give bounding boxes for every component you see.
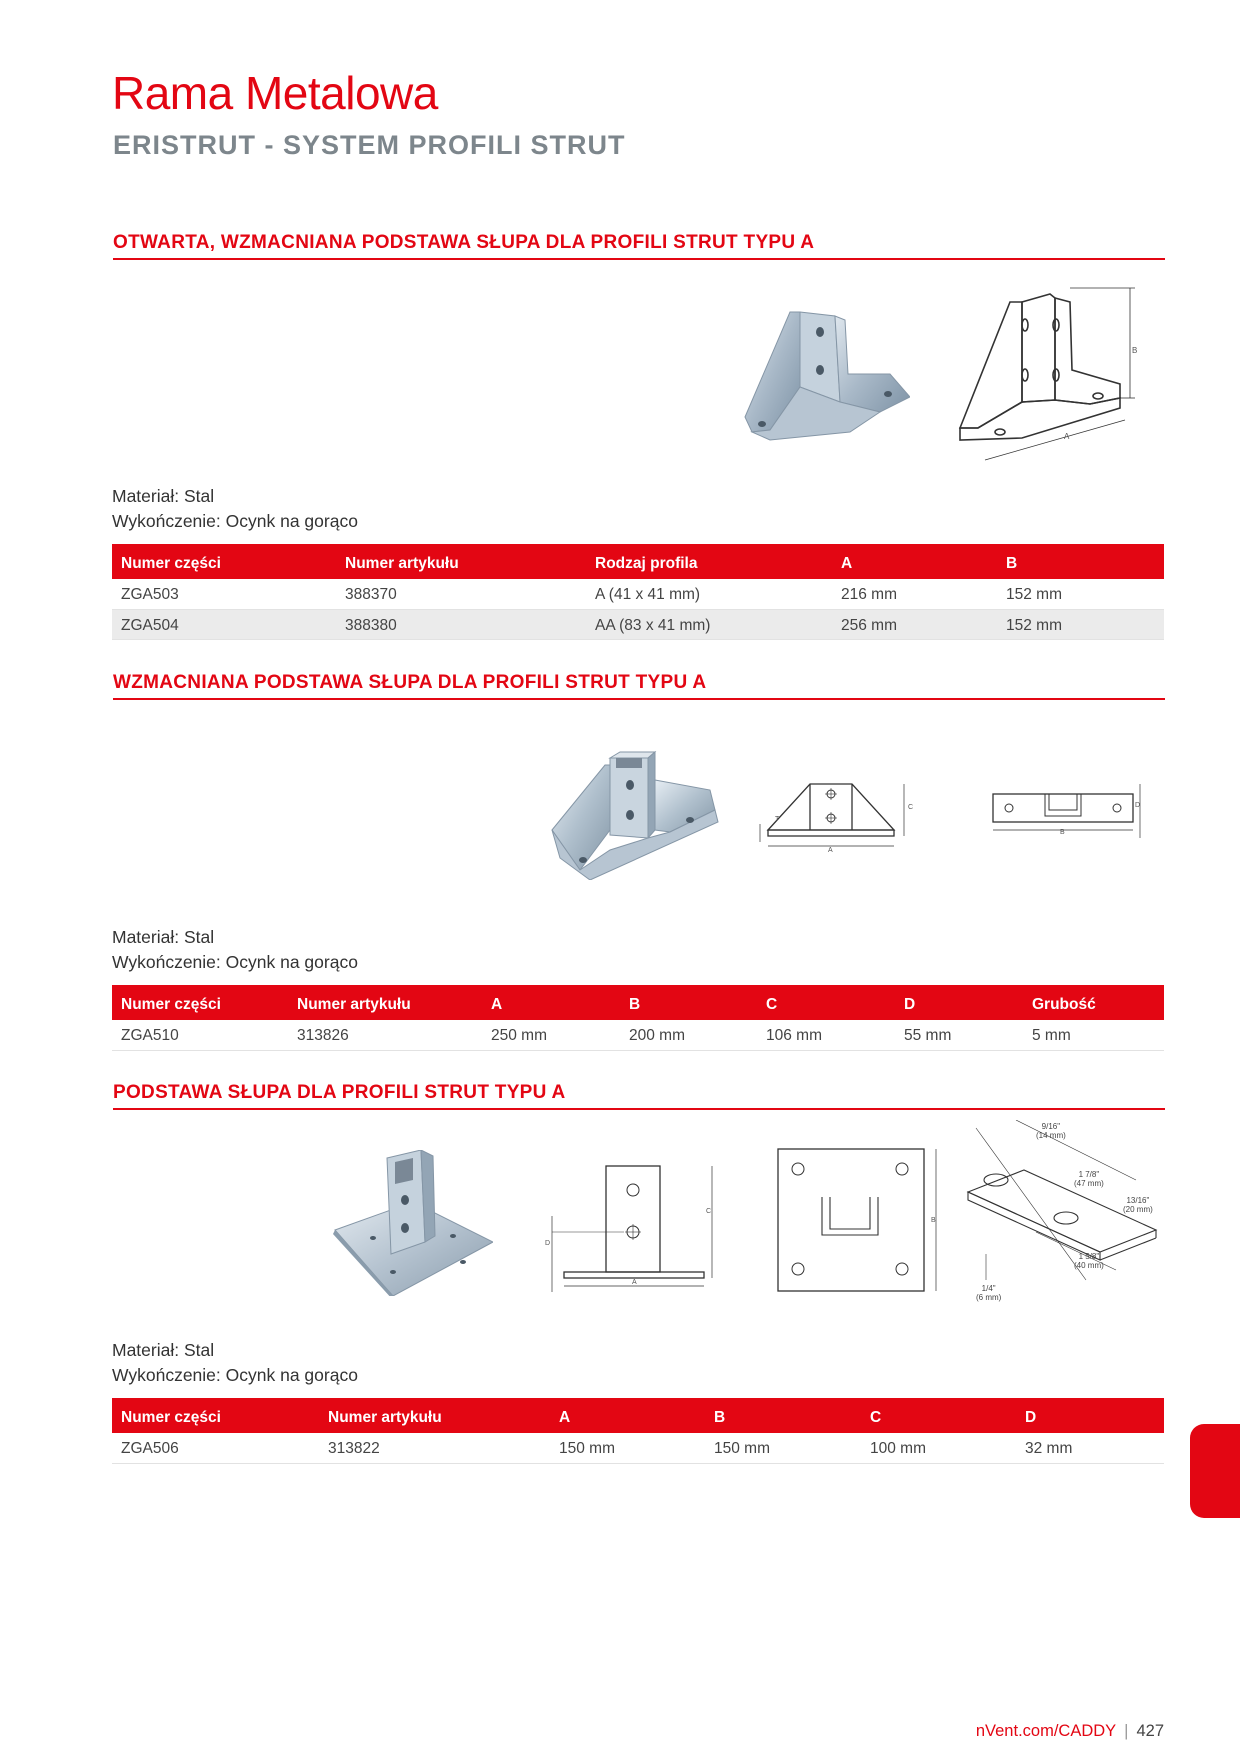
table-cell: 313826 [288,1020,482,1050]
table-cell: 216 mm [832,579,997,609]
table-cell: 100 mm [861,1433,1016,1463]
dim-imperial: 1 7/8" [1078,1170,1100,1179]
footer-site-link[interactable]: nVent.com/CADDY [975,1722,1117,1740]
column-header: Numer części [112,985,288,1020]
dim-label-5 [976,1284,1001,1302]
finish-text: Wykończenie: Ocynk na gorąco [112,1365,358,1385]
table-cell: 5 mm [1023,1020,1164,1050]
table-row [112,579,1164,609]
table-cell: 388370 [336,579,586,609]
dim-metric: (40 mm) [1074,1261,1104,1270]
section-heading-reinforced-base: WZMACNIANA PODSTAWA SŁUPA DLA PROFILI STRUT TYPU A [113,672,1165,700]
table-cell: 32 mm [1016,1433,1164,1463]
drawing-label-a: A [828,847,833,854]
column-header: B [705,1398,861,1433]
finish-text: Wykończenie: Ocynk na gorąco [112,952,358,972]
table-cell: ZGA504 [112,609,336,639]
drawing-label-b: B [1132,346,1138,355]
footer-separator: | [1124,1722,1129,1740]
drawing-label-a: A [1064,432,1070,441]
column-header: Numer części [112,1398,319,1433]
table-cell: 200 mm [620,1020,757,1050]
spec-table-post-base [112,1398,1164,1464]
dim-label-3 [1123,1196,1153,1214]
drawing-label-a: A [632,1279,637,1286]
table-cell: 388380 [336,609,586,639]
column-header: A [482,985,620,1020]
dim-imperial: 1 5/8" [1078,1252,1100,1261]
table-row [112,1020,1164,1050]
section-heading-post-base: PODSTAWA SŁUPA DLA PROFILI STRUT TYPU A [113,1082,1165,1110]
table-cell: 150 mm [705,1433,861,1463]
drawing-label-b: B [931,1217,936,1224]
column-header: Grubość [1023,985,1164,1020]
column-header: D [895,985,1023,1020]
dim-metric: (20 mm) [1123,1205,1153,1214]
table-cell: 150 mm [550,1433,705,1463]
table-cell: ZGA503 [112,579,336,609]
table-cell: 313822 [319,1433,550,1463]
table-row [112,609,1164,639]
dim-label-1 [1036,1122,1066,1140]
dim-metric: (47 mm) [1074,1179,1104,1188]
product-photo-open-base [740,302,910,442]
table-row [112,1433,1164,1463]
column-header: B [997,544,1164,579]
spec-table-open-base [112,544,1164,640]
column-header: Numer artykułu [288,985,482,1020]
table-cell: 250 mm [482,1020,620,1050]
technical-drawing-post-base-hole-detail [966,1120,1166,1310]
dim-label-2 [1074,1170,1104,1188]
column-header: Numer artykułu [336,544,586,579]
dim-imperial: 9/16" [1041,1122,1061,1131]
table-cell: AA (83 x 41 mm) [586,609,832,639]
column-header: D [1016,1398,1164,1433]
drawing-label-c: C [908,804,914,811]
page-number: 427 [1136,1722,1164,1740]
drawing-label-b: B [1060,829,1065,836]
product-photo-reinforced-base [550,750,720,880]
table-cell: 256 mm [832,609,997,639]
column-header: B [620,985,757,1020]
dim-imperial: 13/16" [1126,1196,1150,1205]
column-header: Numer artykułu [319,1398,550,1433]
column-header: A [550,1398,705,1433]
section-heading-open-base: OTWARTA, WZMACNIANA PODSTAWA SŁUPA DLA PROFILI STRUT TYPU A [113,232,1165,260]
technical-drawing-post-base-side [542,1152,722,1292]
dim-metric: (6 mm) [976,1293,1002,1302]
technical-drawing-post-base-top [774,1145,944,1295]
material-text: Materiał: Stal [112,1340,215,1360]
drawing-label-c: C [706,1208,712,1215]
table-cell: ZGA506 [112,1433,319,1463]
table-cell: 106 mm [757,1020,895,1050]
chapter-tab [1190,1424,1240,1518]
material-text: Materiał: Stal [112,486,215,506]
drawing-label-d: D [545,1240,551,1247]
spec-table-reinforced-base [112,985,1164,1051]
table-cell: ZGA510 [112,1020,288,1050]
column-header: C [757,985,895,1020]
table-cell: 152 mm [997,579,1164,609]
dim-metric: (14 mm) [1036,1131,1066,1140]
column-header: Numer części [112,544,336,579]
column-header: Rodzaj profila [586,544,832,579]
table-cell: 152 mm [997,609,1164,639]
technical-drawing-reinforced-top [985,778,1145,838]
footer [976,1722,1164,1741]
technical-drawing-open-base [950,280,1140,470]
dim-label-4 [1074,1252,1104,1270]
column-header: A [832,544,997,579]
technical-drawing-reinforced-side [758,776,948,856]
finish-text: Wykończenie: Ocynk na gorąco [112,511,358,531]
material-text: Materiał: Stal [112,927,215,947]
drawing-label-d: D [1135,802,1141,809]
page-subtitle: ERISTRUT - SYSTEM PROFILI STRUT [113,130,626,160]
page-title: Rama Metalowa [112,67,438,119]
table-cell: A (41 x 41 mm) [586,579,832,609]
product-photo-post-base [333,1150,493,1296]
dim-imperial: 1/4" [981,1284,996,1293]
column-header: C [861,1398,1016,1433]
drawing-label-t: T [775,816,780,823]
table-cell: 55 mm [895,1020,1023,1050]
